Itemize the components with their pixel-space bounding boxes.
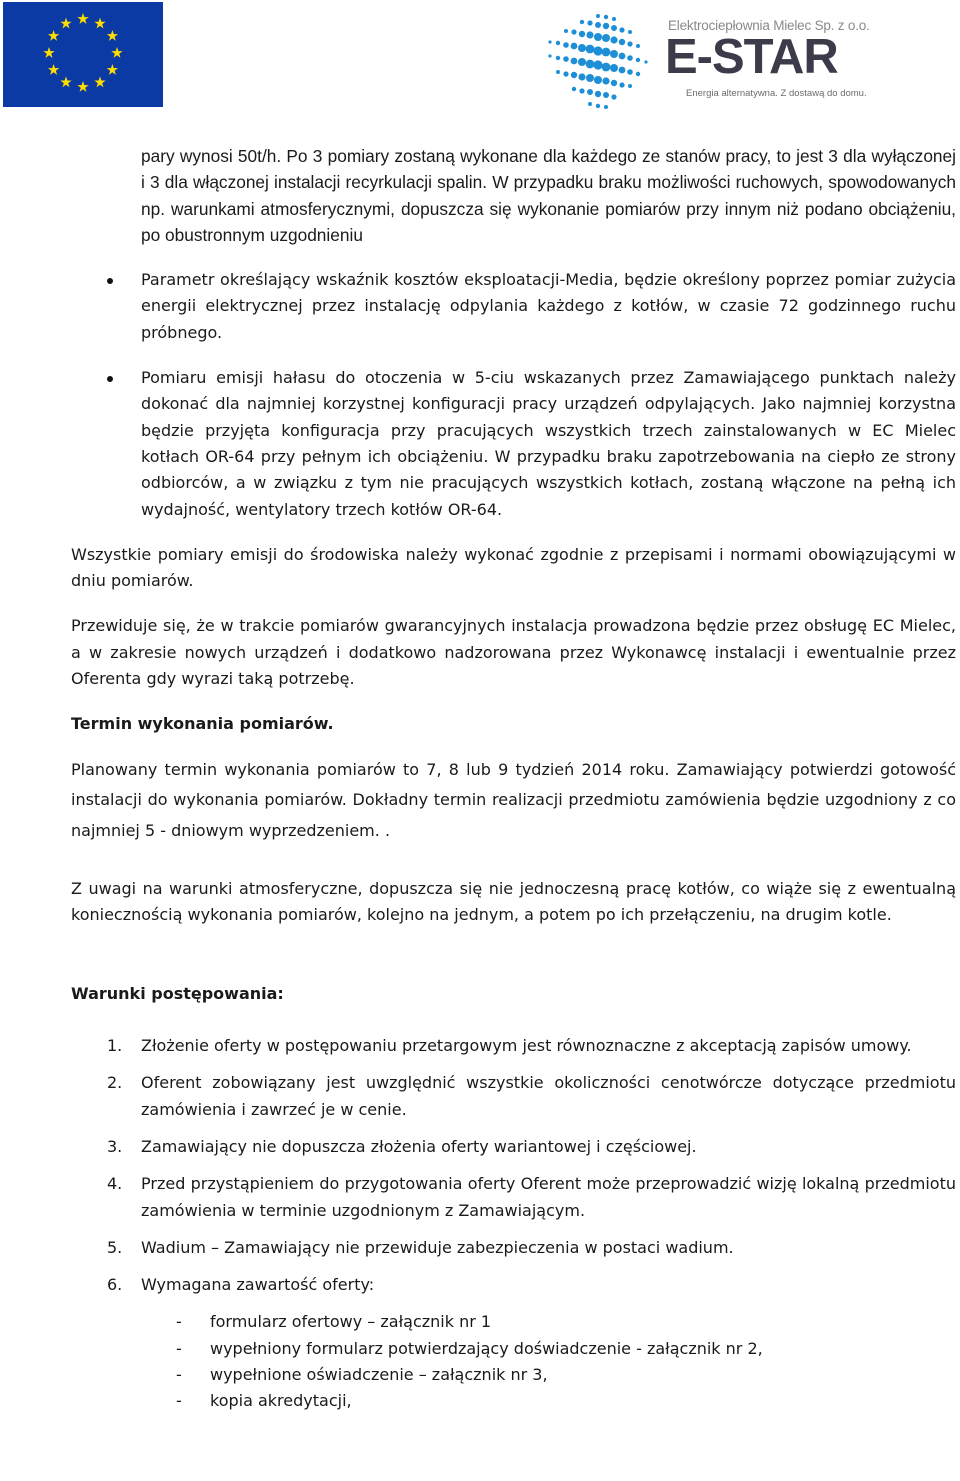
list-item-text: wypełniony formularz potwierdzający doświadczenie - załącznik nr 2, [210,1338,763,1358]
list-number: 2. [107,1073,123,1093]
intro-continuation: pary wynosi 50t/h. Po 3 pomiary zostaną wykonane dla każdego ze stanów pracy, to jest 3 dla wyłączonej i 3 dla włączonej instalacji recyrkulacji spalin. W przypadku braku możliwości ruchowych, spowodowanych np. warunkami atmosferycznymi, dopuszcza się wykonanie pomiarów przy innym niż podano obciążeniu, po obustronnym uzgodnieniu [141,146,956,245]
paragraph-operation: Przewiduje się, że w trakcie pomiarów gwarancyjnych instalacja prowadzona będzie przez obsługę EC Mielec, a w zakresie nowych urządzeń i dodatkowo nadzorowana przez Wykonawcę instalacji i ewentualnie przez Oferenta gdy wyrazi taką potrzebę. [71,616,956,689]
list-item-text: Wymagana zawartość oferty: [141,1275,375,1295]
list-item-text: formularz ofertowy – załącznik nr 1 [210,1312,492,1332]
dash-marker: - [176,1312,182,1332]
list-number: 4. [107,1174,123,1194]
paragraph-weather-conditions: Z uwagi na warunki atmosferyczne, dopuszcza się nie jednoczesną pracę kotłów, co wiąże się z ewentualną koniecznością wykonania pomiarów, kolejno na jednym, a potem po ich przełączeniu, na drugim kotle. [71,879,956,925]
list-item-text: Złożenie oferty w postępowaniu przetargowym jest równoznaczne z akceptacją zapisów umowy. [141,1036,912,1056]
list-item-text: Zamawiający nie dopuszcza złożenia oferty wariantowej i częściowej. [141,1136,697,1156]
paragraph-emission-rules: Wszystkie pomiary emisji do środowiska należy wykonać zgodnie z przepisami i normami obowiązującymi w dniu pomiarów. [71,544,956,591]
list-item-text: Oferent zobowiązany jest uwzględnić wszystkie okoliczności cenotwórcze dotyczące przedmiotu zamówienia i zawrzeć je w cenie. [141,1073,956,1119]
bullet-text: Pomiaru emisji hałasu do otoczenia w 5-ciu wskazanych przez Zamawiającego punktach należy dokonać dla najmniej korzystnej konfiguracji pracy urządzeń odpylających. Jako najmniej korzystna będzie przyjęta konfiguracja przy pracujących wszystkich trzech zainstalowanych w EC Mielec kotłach OR-64 przy pełnym ich obciążeniu. W przypadku braku zapotrzebowania na ciepło ze strony odbiorców, a w związku z tym nie pracujących wszystkich kotłach, zostaną włączone na pełną ich wydajność, wentylatory trzech kotłów OR-64. [141,368,956,519]
list-number: 1. [107,1036,123,1056]
list-item [71,1171,956,1224]
logo-dots-icon [540,8,665,113]
list-item [71,1362,956,1388]
conditions-list [71,1033,956,1298]
list-item-text: Wadium – Zamawiający nie przewiduje zabezpieczenia w postaci wadium. [141,1237,734,1257]
offer-contents-list [71,1309,956,1414]
eu-flag-logo [3,2,163,107]
bullet-text: Parametr określający wskaźnik kosztów eksploatacji-Media, będzie określony poprzez pomiar zużycia energii elektrycznej przez instalację odpylania każdego z kotłów, w czasie 72 godzinnego ruchu próbnego. [141,270,956,342]
list-item [71,1272,956,1298]
list-item [71,1388,956,1414]
bullet-item-media-cost [71,267,956,346]
list-item [71,1235,956,1261]
list-item [71,1309,956,1335]
document-body [71,143,956,1415]
bullet-icon [107,278,113,284]
list-number: 3. [107,1136,123,1156]
estar-logo [540,8,880,113]
heading-measurement-term: Termin wykonania pomiarów. [71,714,334,734]
heading-conditions: Warunki postępowania: [71,983,284,1003]
list-number: 6. [107,1275,123,1295]
list-item-text: kopia akredytacji, [210,1391,352,1411]
list-item-text: wypełnione oświadczenie – załącznik nr 3, [210,1365,548,1384]
list-item-text: Przed przystąpieniem do przygotowania oferty Oferent może przeprowadzić wizję lokalną przedmiotu zamówienia w terminie uzgodnionym z Zamawiającym. [141,1174,956,1220]
list-item [71,1070,956,1123]
logo-brand-name: E-STAR [665,30,838,84]
dash-marker: - [176,1391,182,1411]
paragraph-planned-term: Planowany termin wykonania pomiarów to 7, 8 lub 9 tydzień 2014 roku. Zamawiający potwierdzi gotowość instalacji do wykonania pomiarów. Dokładny termin realizacji przedmiotu zamówienia będzie uzgodniony z co najmniej 5 - dniowym wyprzedzeniem. . [71,759,956,840]
dash-marker: - [176,1338,182,1358]
bullet-item-noise-emission [71,365,956,523]
logo-tagline: Energia alternatywna. Z dostawą do domu. [686,88,867,99]
list-item [71,1033,956,1059]
bullet-icon [107,376,113,382]
list-number: 5. [107,1237,123,1257]
list-item [71,1336,956,1362]
dash-marker: - [176,1365,182,1384]
logo-company-name: Elektrociepłownia Mielec Sp. z o.o. [668,18,870,33]
list-item [71,1134,956,1160]
eu-stars-icon [3,2,163,107]
